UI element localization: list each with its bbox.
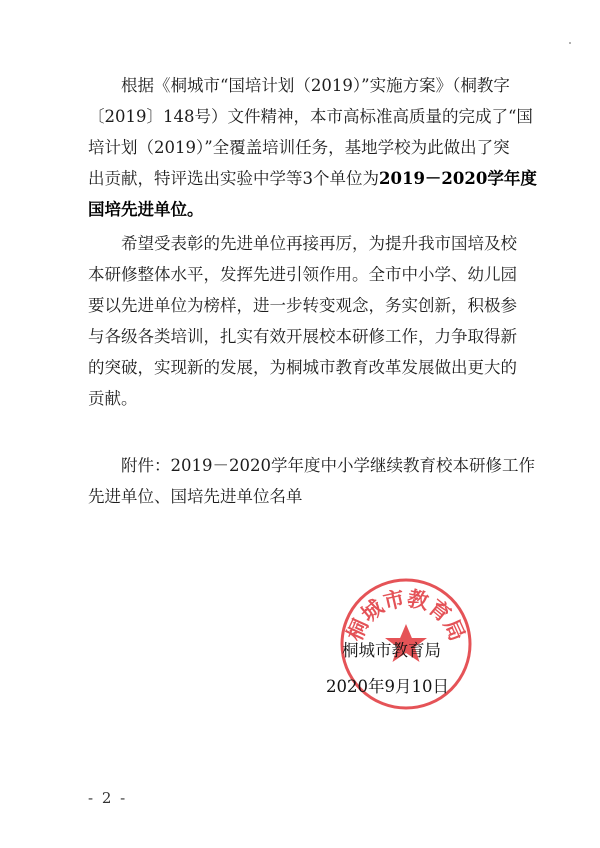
text-line: 根据《桐城市“国培计划（2019）”实施方案》（桐教字 [121,76,510,95]
text-line: 与各级各类培训，扎实有效开展校本研修工作，力争取得新 [88,327,517,346]
paragraph-commendation [88,70,537,225]
text-line [88,163,537,194]
text-line: 先进单位、国培先进单位名单 [88,487,303,506]
award-title-emphasis: 国培先进单位。 [88,200,204,219]
text-line: 希望受表彰的先进单位再接再厉，为提升我市国培及校 [121,234,517,253]
text-line: 培计划（2019）”全覆盖培训任务，基地学校为此做出了突 [88,138,510,157]
page-number: - 2 - [88,789,128,807]
text-segment: 出贡献，特评选出实验中学等3个单位为 [88,169,379,188]
text-line: 的突破，实现新的发展，为桐城市教育改革发展做出更大的 [88,358,517,377]
paragraph-expectation [88,228,518,414]
attachment-note [88,450,535,512]
text-line: 要以先进单位为榜样，进一步转变观念，务实创新，积极参 [88,296,517,315]
text-line: 附件：2019－2020学年度中小学继续教育校本研修工作 [121,456,535,475]
seal-text: 桐城市教育局 [342,586,470,645]
scan-speck [569,42,571,44]
text-line: 〔2019〕148号）文件精神，本市高标准高质量的完成了“国 [88,107,533,126]
academic-year-emphasis: 2019－2020学年度 [379,169,537,188]
text-line: 本研修整体水平，发挥先进引领作用。全市中小学、幼儿园 [88,265,517,284]
text-line: 贡献。 [88,389,138,408]
issue-date: 2020年9月10日 [326,677,449,696]
issuer-name: 桐城市教育局 [342,641,441,660]
